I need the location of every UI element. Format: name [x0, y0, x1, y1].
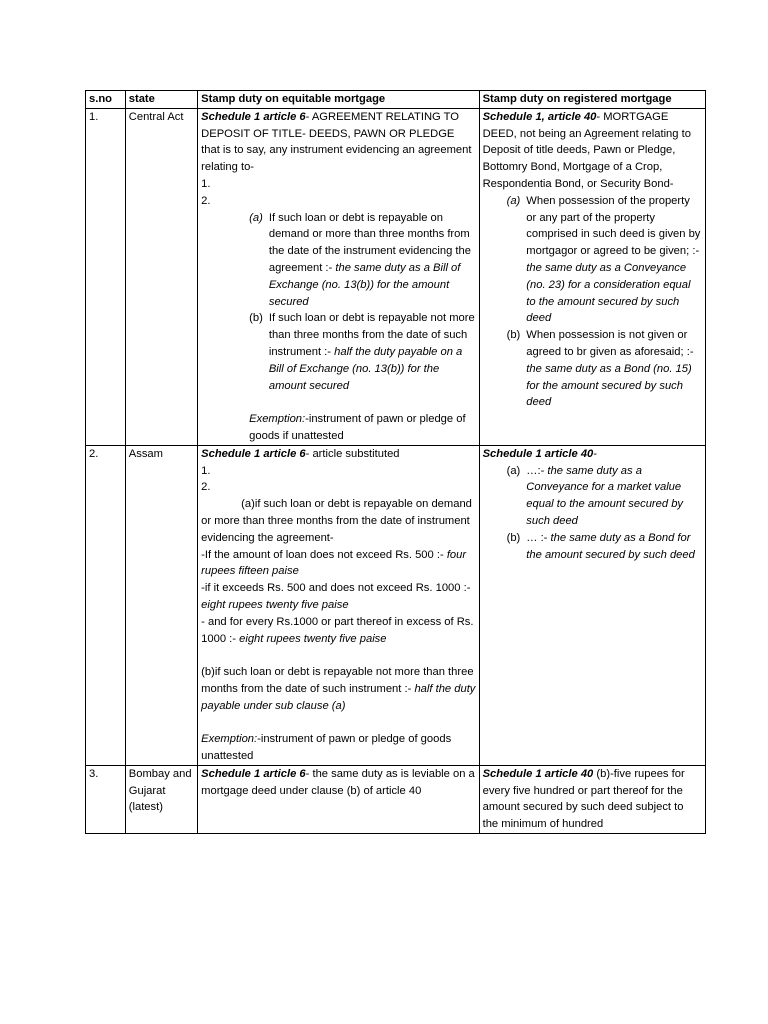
registered-cell — [479, 765, 705, 833]
equitable-cell — [198, 765, 479, 833]
clause-text: If such loan or debt is repayable on demand or more than three months from the date of the instrument evidencing the agreement :- — [268, 211, 471, 274]
header-state: state — [125, 91, 197, 109]
exemption: Exemption:-instrument of pawn or pledge of goods unattested — [201, 733, 452, 763]
clause-label: (b) — [506, 531, 521, 544]
schedule-heading: Schedule 1 article 6 — [201, 447, 306, 460]
clause-text: When possession is not given or agreed to br given as aforesaid; :- — [526, 329, 694, 358]
sub-clause-b: (b)if such loan or debt is repayable not more than three months from the date of such instrument :- half the duty payable under sub clause (a) — [201, 666, 476, 712]
sub-clause-a — [201, 210, 475, 311]
table-row — [86, 765, 706, 833]
rate-line: - and for every Rs.1000 or part thereof in excess of Rs. 1000 :- eight rupees twenty five paise — [201, 615, 474, 645]
schedule-intro: - AGREEMENT RELATING TO DEPOSIT OF TITLE- DEEDS, PAWN OR PLEDGE that is to say, any instrument evidencing an agreement relating to- — [201, 110, 472, 174]
clause-text: When possession of the property or any part of the property comprised in such deed is given by mortgagor or agreed to be given; :- — [526, 194, 701, 258]
schedule-heading: Schedule 1 article 6 — [201, 110, 306, 123]
registered-cell — [479, 445, 705, 765]
schedule-intro: - article substituted — [305, 447, 400, 460]
clause-label: (a) — [506, 194, 521, 207]
schedule-intro: (b)-five rupees for every five hundred or part thereof for the amount secured by such deed subject to the minimum of hundred — [482, 767, 685, 831]
row-sno: 3. — [86, 765, 126, 833]
sub-clause-a: (a) …:- the same duty as a Conveyance for a market value equal to the amount secured by such deed — [483, 463, 702, 530]
stamp-duty-table — [85, 90, 706, 834]
schedule-heading: Schedule 1 article 6 — [201, 767, 306, 780]
clause-duty: the same duty as a Bond (no. 15) for the amount secured by such deed — [526, 362, 692, 409]
clause-number: 1. — [201, 464, 211, 477]
header-sno: s.no — [86, 91, 126, 109]
clause-number: 2. — [201, 481, 211, 494]
sub-clause-b: (b) … :- the same duty as a Bond for the amount secured by such deed — [483, 530, 702, 564]
clause-duty: the same duty as a Bill of Exchange (no. 13(b)) for the amount secured — [268, 261, 461, 308]
exemption-text: -instrument of pawn or pledge of goods if unattested — [249, 413, 466, 442]
exemption — [201, 411, 475, 445]
schedule-intro: - — [593, 447, 598, 460]
row-state: Bombay and Gujarat (latest) — [125, 765, 197, 833]
schedule-heading: Schedule 1 article 40 — [482, 767, 594, 780]
equitable-cell — [198, 445, 479, 765]
sub-clause-b — [483, 327, 702, 411]
rate-line: -if it exceeds Rs. 500 and does not exceed Rs. 1000 :- eight rupees twenty five paise — [201, 582, 471, 611]
sub-clause-a — [483, 193, 702, 327]
rate-line: -If the amount of loan does not exceed Rs. 500 :- four rupees fifteen paise — [201, 548, 467, 578]
schedule-heading: Schedule 1 article 40 — [482, 447, 594, 460]
schedule-intro: - the same duty as is leviable on a mortgage deed under clause (b) of article 40 — [201, 767, 475, 797]
clause-label: (b) — [506, 329, 521, 342]
clause-label: (a) — [249, 211, 263, 224]
clause-text: If such loan or debt is repayable not more than three months from the date of such instrument :- — [268, 312, 475, 358]
clause-duty: half the duty payable on a Bill of Exchange (no. 13(b)) for the amount secured — [268, 345, 463, 392]
sub-clause-a: (a)if such loan or debt is repayable on demand or more than three months from the date of instrument evidencing the agreement- — [201, 498, 472, 544]
clause-number: 1. — [201, 177, 211, 190]
registered-cell — [479, 108, 705, 445]
row-state: Assam — [125, 445, 197, 765]
equitable-cell — [198, 108, 479, 445]
clause-duty: the same duty as a Conveyance (no. 23) for a consideration equal to the amount secured by such deed — [526, 261, 691, 325]
clause-number: 2. — [201, 194, 211, 207]
clause-label: (a) — [506, 464, 521, 477]
table-row — [86, 445, 706, 765]
sub-clause-b — [201, 310, 475, 394]
header-registered: Stamp duty on registered mortgage — [479, 91, 705, 109]
header-equitable: Stamp duty on equitable mortgage — [198, 91, 479, 109]
row-state: Central Act — [125, 108, 197, 445]
exemption-label: Exemption: — [249, 413, 306, 426]
header-row — [86, 91, 706, 109]
clause-label: (b) — [249, 312, 263, 325]
row-sno: 1. — [86, 108, 126, 445]
schedule-heading: Schedule 1, article 40 — [482, 110, 597, 123]
row-sno: 2. — [86, 445, 126, 765]
schedule-intro: - MORTGAGE DEED, not being an Agreement relating to Deposit of title deeds, Pawn or Pledge, Bottomry Bond, Mortgage of a Crop, Respondentia Bond, or Security Bond- — [482, 110, 691, 190]
table-row — [86, 108, 706, 445]
